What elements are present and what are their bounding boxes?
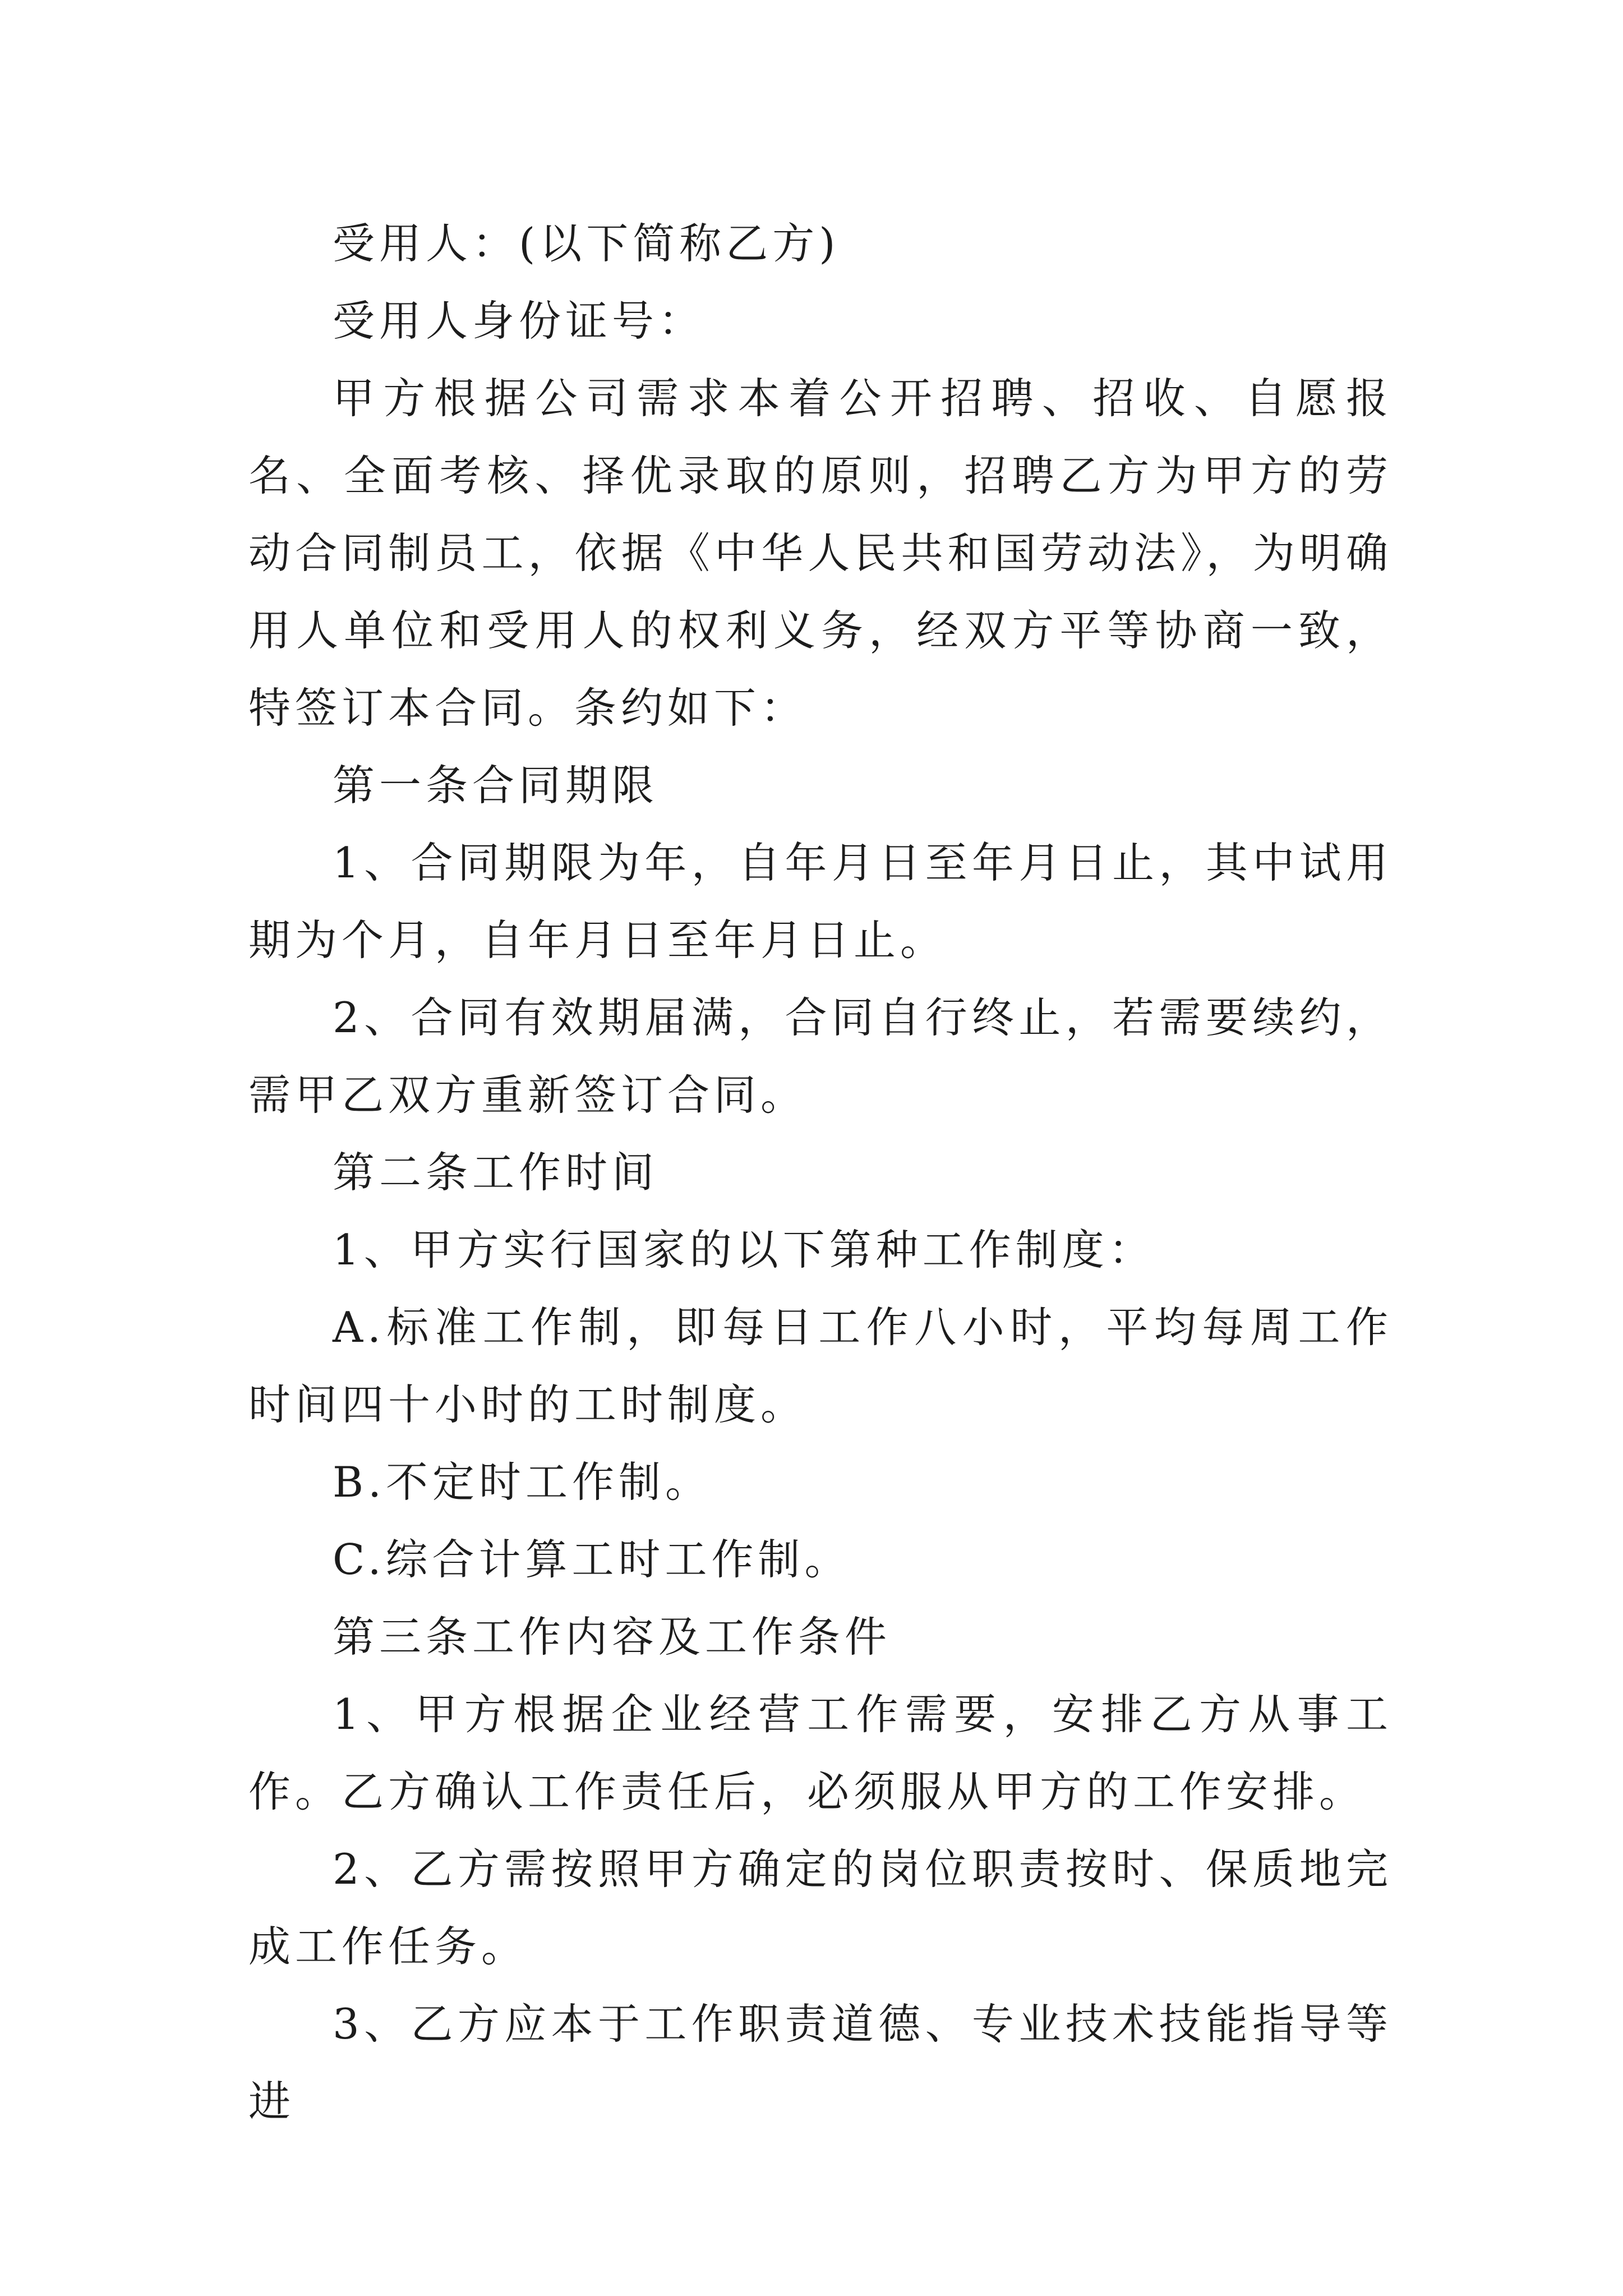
paragraph-employee-id: 受用人身份证号： [333, 296, 706, 346]
article-2-heading: 第二条工作时间 [333, 1148, 659, 1197]
paragraph-preamble: 甲方根据公司需求本着公开招聘、招收、自愿报名、全面考核、择优录取的原则，招聘乙方为甲方的劳动合同制员工，依据《中华人民共和国劳动法》，为明确用人单位和受用人的权利义务，经双方平等协商一致，特签订本合同。条约如下： [248, 374, 1393, 733]
article-1-clause-2: 2、合同有效期届满，合同自行终止，若需要续约，需甲乙双方重新签订合同。 [248, 993, 1393, 1120]
article-3-heading: 第三条工作内容及工作条件 [333, 1612, 892, 1662]
paragraph-employee-name: 受用人：(以下简称乙方) [333, 219, 840, 268]
article-2-option-c: C.综合计算工时工作制。 [333, 1535, 851, 1584]
article-3-clause-3: 3、乙方应本于工作职责道德、专业技术技能指导等进 [248, 1999, 1393, 2126]
article-3-clause-2: 2、乙方需按照甲方确定的岗位职责按时、保质地完成工作任务。 [248, 1844, 1393, 1971]
article-2-option-b: B.不定时工作制。 [333, 1457, 712, 1507]
contract-body [248, 205, 1393, 2140]
article-2-clause-1: 1、甲方实行国家的以下第种工作制度： [333, 1225, 1155, 1274]
article-3-clause-1: 1、甲方根据企业经营工作需要，安排乙方从事工作。乙方确认工作责任后，必须服从甲方的工作安排。 [248, 1690, 1393, 1816]
article-2-option-a: A.标准工作制，即每日工作八小时，平均每周工作时间四十小时的工时制度。 [248, 1303, 1393, 1429]
article-1-clause-1: 1、合同期限为年，自年月日至年月日止，其中试用期为个月，自年月日至年月日止。 [248, 838, 1393, 965]
article-1-heading: 第一条合同期限 [333, 761, 659, 810]
